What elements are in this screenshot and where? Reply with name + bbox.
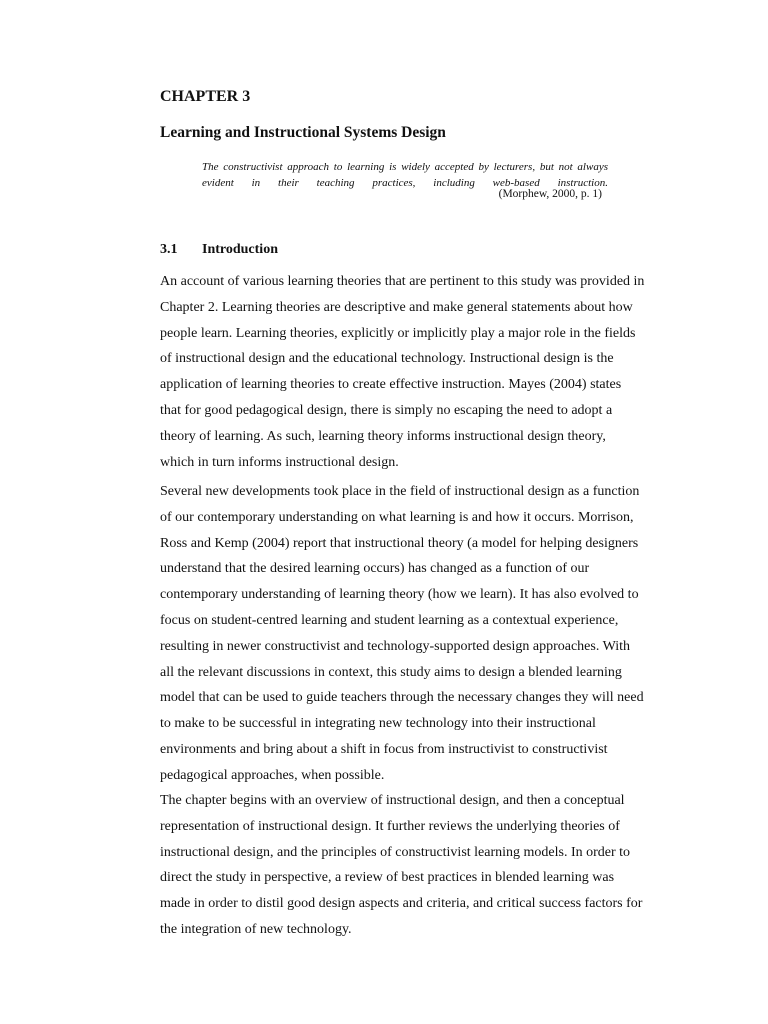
paragraph-2 — [160, 479, 660, 789]
epigraph-quote: The constructivist approach to learning is widely accepted by lecturers, but not always evident in their teaching practices, including web-based instruction. — [202, 161, 608, 189]
paragraph-line: representation of instructional design. It further reviews the underlying theories of — [160, 818, 620, 834]
paragraph-line: understand that the desired learning occurs) has changed as a function of our — [160, 561, 590, 577]
paragraph-line: the integration of new technology. — [160, 921, 352, 937]
paragraph-3 — [160, 788, 660, 943]
paragraph-1 — [160, 269, 660, 475]
section-heading — [160, 242, 278, 258]
section-title: Introduction — [202, 242, 278, 257]
paragraph-line: made in order to distil good design aspects and criteria, and critical success factors for — [160, 896, 643, 912]
chapter-number: CHAPTER 3 — [160, 88, 251, 105]
paragraph-line: Several new developments took place in the field of instructional design as a function — [160, 484, 640, 499]
paragraph-line: model that can be used to guide teachers through the necessary changes they will need — [160, 690, 644, 706]
section-number: 3.1 — [160, 242, 178, 257]
paragraph-line: The chapter begins with an overview of instructional design, and then a conceptual — [160, 793, 625, 808]
paragraph-line: focus on student-centred learning and student learning as a contextual experience, — [160, 612, 619, 628]
paragraph-line: theory of learning. As such, learning theory informs instructional design theory, — [160, 428, 606, 444]
paragraph-line: which in turn informs instructional design. — [160, 454, 399, 470]
epigraph-citation: (Morphew, 2000, p. 1) — [498, 188, 602, 200]
paragraph-line: instructional design, and the principles of constructivist learning models. In order to — [160, 844, 631, 860]
chapter-title: Learning and Instructional Systems Design — [160, 124, 446, 141]
paragraph-line: of our contemporary understanding on what learning is and how it occurs. Morrison, — [160, 509, 634, 525]
paragraph-line: that for good pedagogical design, there is simply no escaping the need to adopt a — [160, 402, 613, 418]
paragraph-line: Chapter 2. Learning theories are descriptive and make general statements about how — [160, 299, 633, 315]
paragraph-line: application of learning theories to create effective instruction. Mayes (2004) states — [160, 377, 622, 393]
paragraph-line: resulting in newer constructivist and technology-supported design approaches. With — [160, 638, 631, 654]
paragraph-line: Ross and Kemp (2004) report that instructional theory (a model for helping designers — [160, 535, 639, 551]
paragraph-line: pedagogical approaches, when possible. — [160, 767, 385, 783]
paragraph-line: An account of various learning theories that are pertinent to this study was provided in — [160, 274, 645, 289]
paragraph-line: environments and bring about a shift in focus from instructivist to constructivist — [160, 741, 608, 757]
paragraph-line: contemporary understanding of learning theory (how we learn). It has also evolved to — [160, 587, 639, 603]
paragraph-line: people learn. Learning theories, explicitly or implicitly play a major role in the fields — [160, 325, 636, 341]
paragraph-line: of instructional design and the educational technology. Instructional design is the — [160, 351, 614, 367]
paragraph-line: direct the study in perspective, a review of best practices in blended learning was — [160, 870, 615, 886]
paragraph-line: all the relevant discussions in context, this study aims to design a blended learning — [160, 664, 622, 680]
paragraph-line: to make to be successful in integrating new technology into their instructional — [160, 716, 596, 732]
